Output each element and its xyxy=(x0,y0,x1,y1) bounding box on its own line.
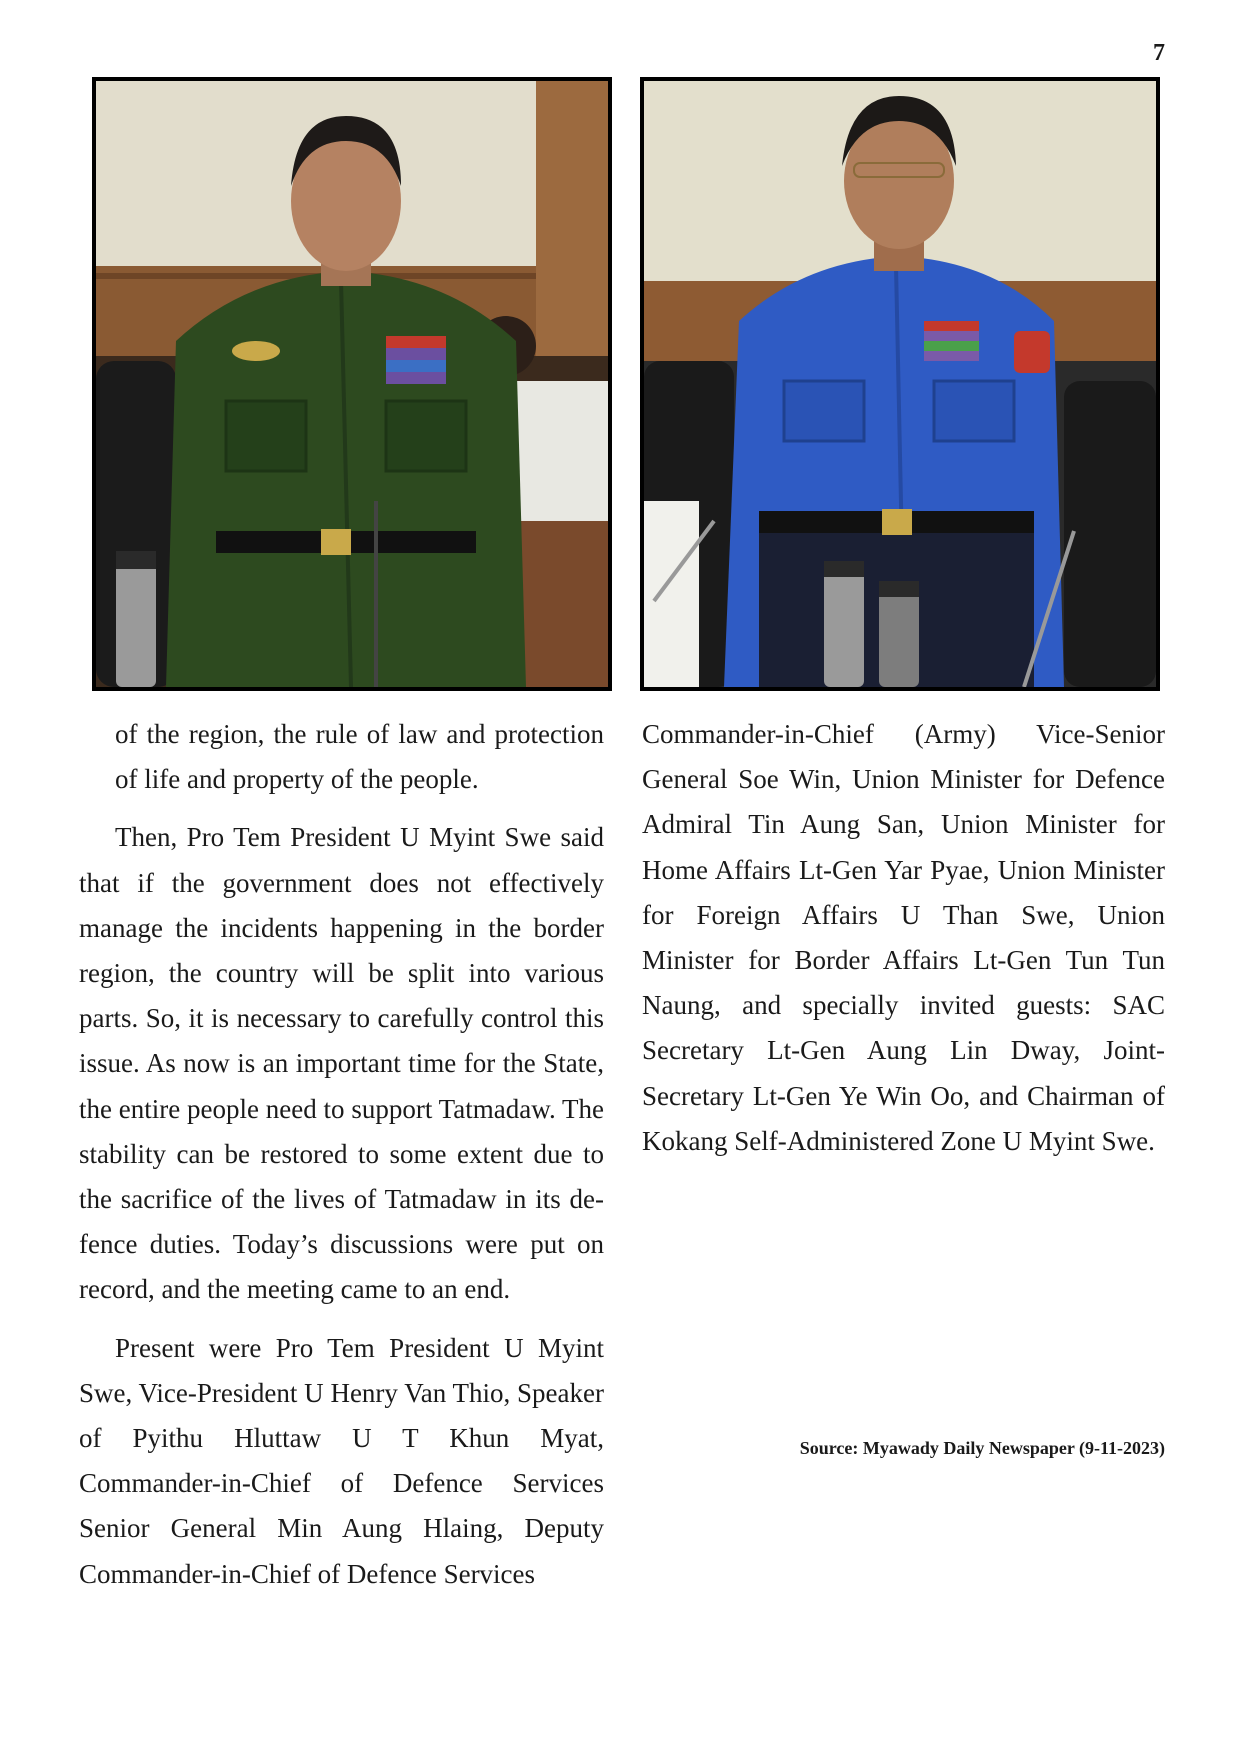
photo-officer-green-uniform xyxy=(92,77,612,691)
page-number: 7 xyxy=(1153,40,1165,66)
photo-officer-blue-uniform xyxy=(640,77,1160,691)
right-text-column xyxy=(642,712,1165,1177)
left-text-column xyxy=(79,712,604,1610)
paragraph: Then, Pro Tem President U Myint Swe said that if the government does not effectively manage the incidents happening in the border region, the country will be split into various parts. So, it is necessary to carefully control this issue. As now is an important time for the State, the entire people need to support Tatmadaw. The stability can be restored to some extent due to the sacrifice of the lives of Tatmadaw in its defence duties. Today’s discussions were put on record, and the meeting came to an end. xyxy=(79,822,604,1305)
paragraph: of the region, the rule of law and protection of life and property of the people. xyxy=(115,719,604,795)
source-credit: Source: Myawady Daily Newspaper (9-11-2023) xyxy=(799,1438,1165,1458)
paragraph: Commander-in-Chief (Army) Vice-Senior General Soe Win, Union Minister for Defence Admiral Tin Aung San, Union Minister for Home Affairs Lt-Gen Yar Pyae, Union Minister for Foreign Affairs U Than Swe, Union Minister for Border Affairs Lt-Gen Tun Tun Naung, and specially invited guests: SAC Secretary Lt-Gen Aung Lin Dway, Joint-Secretary Lt-Gen Ye Win Oo, and Chairman of Kokang Self-Administered Zone U Myint Swe. xyxy=(642,719,1165,1156)
paragraph: Present were Pro Tem President U Myint Swe, Vice-President U Henry Van Thio, Speaker of Pyithu Hluttaw U T Khun Myat, Commander-in-Chief of Defence Services Senior General Min Aung Hlaing, Deputy Commander-in-Chief of Defence Services xyxy=(79,1332,604,1589)
